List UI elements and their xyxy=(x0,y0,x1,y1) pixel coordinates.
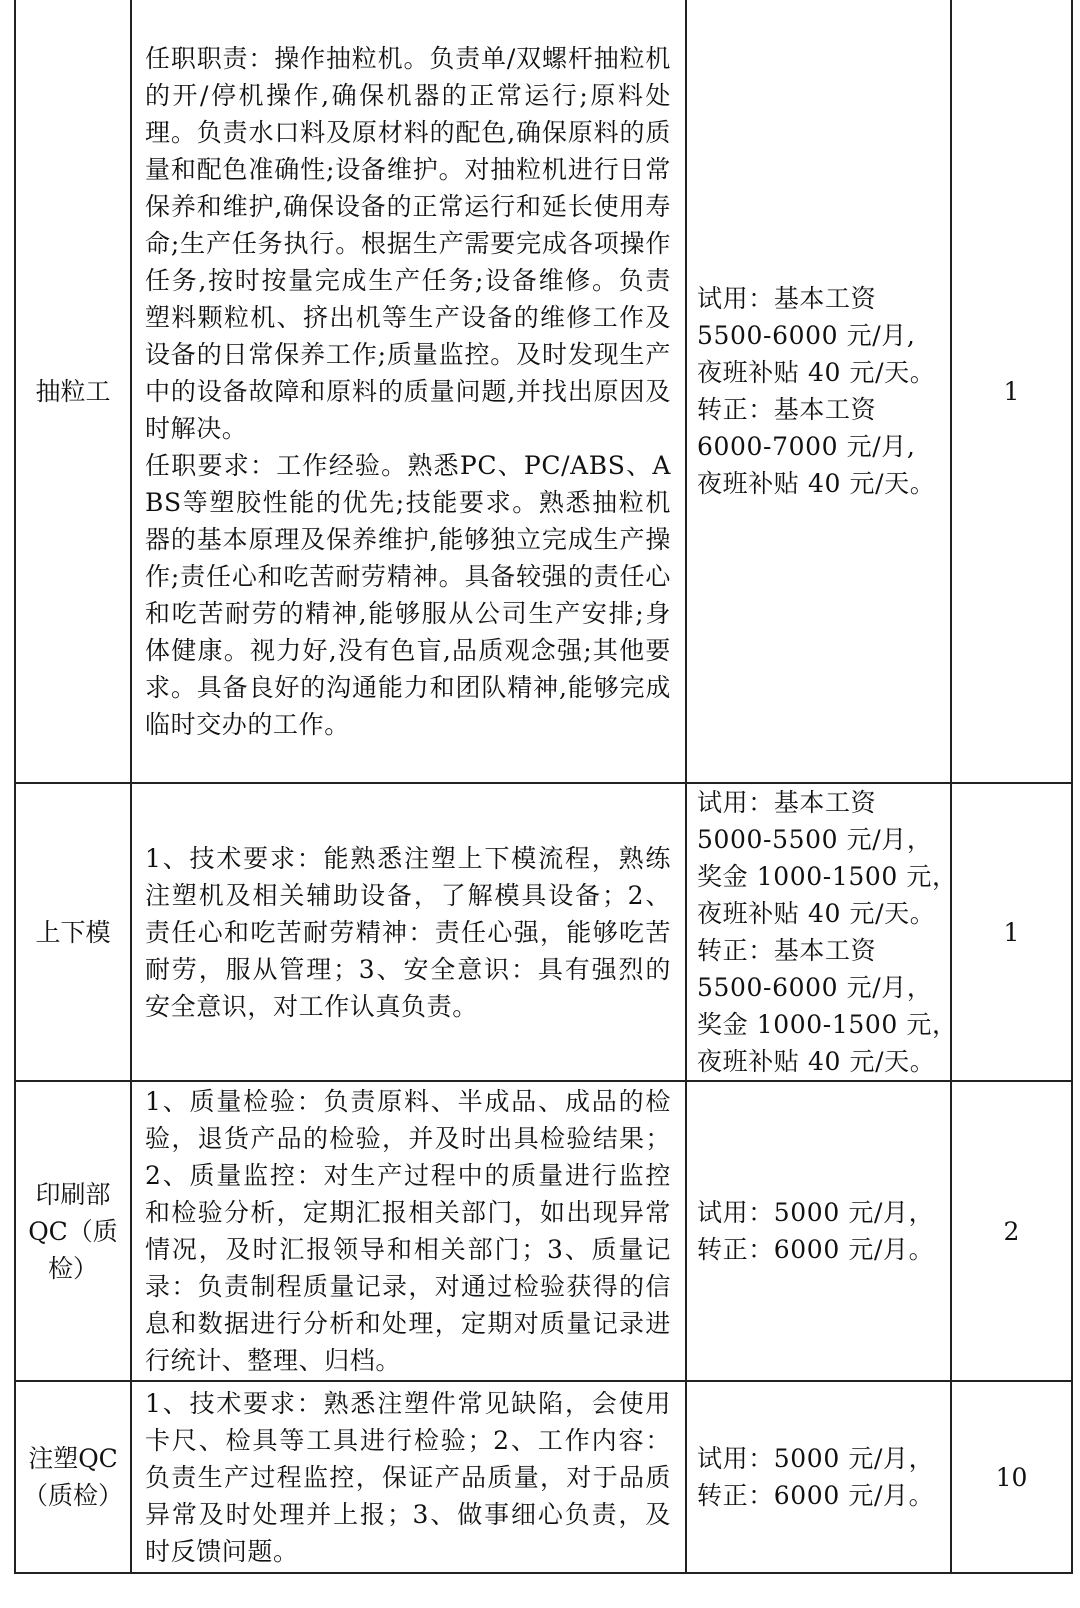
salary-line: 5500-6000 元/月, xyxy=(697,321,916,350)
salary-line: 5500-6000 元/月， xyxy=(697,973,933,1002)
job-description-cell xyxy=(131,1381,686,1573)
job-description-cell xyxy=(131,783,686,1081)
salary-line: 转正：基本工资 xyxy=(697,395,877,424)
salary-line: 奖金 1000-1500 元， xyxy=(697,862,958,891)
salary-line: 试用：5000 元/月， xyxy=(697,1444,935,1473)
salary-line: 夜班补贴 40 元/天。 xyxy=(697,358,936,387)
requirements-paragraph: 1、质量检验：负责原料、半成品、成品的检验，退货产品的检验，并及时出具检验结果；2、质量监控：对生产过程中的质量进行监控和检验分析，定期汇报相关部门，如出现异常情况，及时汇报领导和相关部门；3、质量记录：负责制程质量记录，对通过检验获得的信息和数据进行分析和处理，定期对质量记录进行统计、整理、归档。 xyxy=(145,1087,671,1375)
table-row xyxy=(15,1081,1072,1381)
table-row xyxy=(15,1381,1072,1573)
job-description xyxy=(132,840,685,1025)
salary-line: 转正：6000 元/月。 xyxy=(697,1235,935,1264)
salary-text xyxy=(687,1440,950,1514)
salary-line: 试用：基本工资 xyxy=(697,284,877,313)
headcount-cell xyxy=(951,0,1072,783)
job-description xyxy=(132,1083,685,1379)
salary-line: 转正：6000 元/月。 xyxy=(697,1481,935,1510)
salary-line: 夜班补贴 40 元/天。 xyxy=(697,469,936,498)
job-table xyxy=(14,0,1073,1574)
salary-line: 6000-7000 元/月, xyxy=(697,432,916,461)
salary-line: 奖金 1000-1500 元， xyxy=(697,1010,958,1039)
salary-line: 试用：基本工资 xyxy=(697,788,877,817)
requirements-paragraph: 1、技术要求：能熟悉注塑上下模流程，熟练注塑机及相关辅助设备，了解模具设备；2、责任心和吃苦耐劳精神：责任心强，能够吃苦耐劳，服从管理；3、安全意识：具有强烈的安全意识，对工作认真负责。 xyxy=(145,843,671,1021)
duties-paragraph: 任职职责：操作抽粒机。负责单/双螺杆抽粒机的开/停机操作,确保机器的正常运行;原料处理。负责水口料及原材料的配色,确保原料的质量和配色准确性;设备维护。对抽粒机进行日常保养和维护,确保设备的正常运行和延长使用寿命;生产任务执行。根据生产需要完成各项操作任务,按时按量完成生产任务;设备维修。负责塑料颗粒机、挤出机等生产设备的维修工作及设备的日常保养工作;质量监控。及时发现生产中的设备故障和原料的质量问题,并找出原因及时解决。 xyxy=(145,43,671,443)
requirements-paragraph: 任职要求：工作经验。熟悉PC、PC/ABS、ABS等塑胶性能的优先;技能要求。熟悉抽粒机器的基本原理及保养维护,能够独立完成生产操作;责任心和吃苦耐劳精神。具备较强的责任心和吃苦耐劳的精神,能够服从公司生产安排;身体健康。视力好,没有色盲,品质观念强;其他要求。具备良好的沟通能力和团队精神,能够完成临时交办的工作。 xyxy=(145,450,671,739)
salary-cell xyxy=(686,783,958,1081)
salary-cell xyxy=(686,0,951,783)
headcount: 2 xyxy=(1003,1216,1020,1246)
headcount: 10 xyxy=(995,1462,1028,1492)
job-title: 抽粒工 xyxy=(35,376,111,406)
table-row xyxy=(15,0,1072,783)
salary-cell xyxy=(686,1081,951,1381)
headcount-cell xyxy=(951,783,1072,1081)
salary-line: 夜班补贴 40 元/天。 xyxy=(697,1047,936,1076)
headcount-cell xyxy=(951,1081,1072,1381)
job-title-cell xyxy=(15,1081,131,1381)
job-description xyxy=(132,1385,685,1570)
job-description-cell xyxy=(131,1081,686,1381)
salary-line: 5000-5500 元/月， xyxy=(697,825,933,854)
salary-text xyxy=(687,1194,950,1268)
job-title-cell xyxy=(15,1381,131,1573)
job-title: 印刷部QC（质检） xyxy=(28,1179,118,1283)
job-title-cell xyxy=(15,783,131,1081)
headcount-cell xyxy=(951,1381,1072,1573)
job-title-cell xyxy=(15,0,131,783)
salary-cell xyxy=(686,1381,951,1573)
job-title: 上下模 xyxy=(35,917,111,947)
job-description-cell xyxy=(131,0,686,783)
headcount: 1 xyxy=(1003,917,1020,947)
table-row xyxy=(15,783,1072,1081)
job-description xyxy=(132,40,685,743)
salary-text xyxy=(687,280,950,502)
salary-text xyxy=(687,784,958,1080)
requirements-paragraph: 1、技术要求：熟悉注塑件常见缺陷，会使用卡尺、检具等工具进行检验；2、工作内容：负责生产过程监控，保证产品质量，对于品质异常及时处理并上报；3、做事细心负责，及时反馈问题。 xyxy=(145,1388,671,1566)
headcount: 1 xyxy=(1003,376,1020,406)
salary-line: 试用：5000 元/月， xyxy=(697,1198,935,1227)
salary-line: 转正：基本工资 xyxy=(697,936,877,965)
job-title: 注塑QC（质检） xyxy=(22,1444,123,1510)
salary-line: 夜班补贴 40 元/天。 xyxy=(697,899,936,928)
